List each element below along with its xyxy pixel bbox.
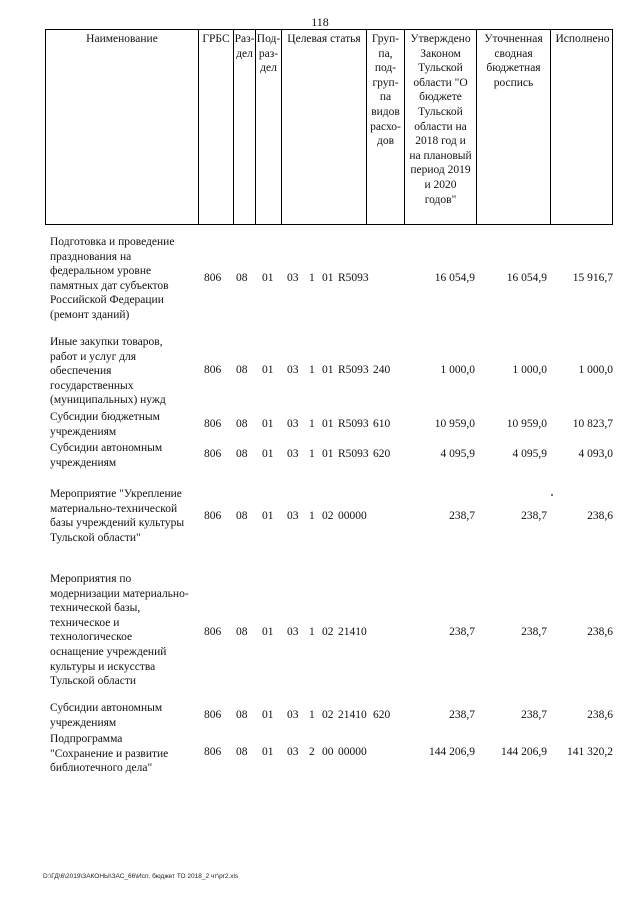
- row-target-code: R5093: [338, 364, 369, 376]
- row-refined: 238,7: [521, 626, 547, 638]
- row-grbs: 806: [204, 272, 222, 284]
- row-podrazdel: 01: [262, 709, 274, 721]
- header-podrazdel: Под- раз- дел: [256, 30, 282, 224]
- header-refined: Уточненная сводная бюджетная роспись: [477, 30, 551, 224]
- row-group: 240: [373, 364, 391, 376]
- row-razdel: 08: [236, 626, 248, 638]
- row-target-event: 00: [322, 746, 334, 758]
- row-name: Субсидии автономным учреждениям: [50, 702, 163, 729]
- row-podrazdel: 01: [262, 364, 274, 376]
- row-target-subprogram: 1: [309, 709, 315, 721]
- row-razdel: 08: [236, 510, 248, 522]
- header-grbs: ГРБС: [199, 30, 234, 224]
- row-razdel: 08: [236, 448, 248, 460]
- row-grbs: 806: [204, 709, 222, 721]
- row-refined: 1 000,0: [512, 364, 547, 376]
- row-name: Мероприятия по модернизации материально- технической базы, техническое и технологическое оснащение учреждений культуры и искусства Тульской области: [50, 573, 189, 688]
- row-approved: 1 000,0: [440, 364, 475, 376]
- row-executed: 141 320,2: [567, 746, 613, 758]
- row-name: Мероприятие "Укрепление материально-технической базы учреждений культуры Тульской области": [50, 488, 185, 544]
- row-executed: 238,6: [587, 709, 613, 721]
- row-grbs: 806: [204, 510, 222, 522]
- row-razdel: 08: [236, 709, 248, 721]
- row-podrazdel: 01: [262, 418, 274, 430]
- header-name: Наименование: [46, 30, 199, 224]
- row-target-program: 03: [287, 709, 299, 721]
- scan-speck: [551, 494, 553, 496]
- row-target-code: 21410: [338, 709, 367, 721]
- row-target-code: R5093: [338, 272, 369, 284]
- row-target-program: 03: [287, 418, 299, 430]
- row-target-subprogram: 2: [309, 746, 315, 758]
- row-target-program: 03: [287, 746, 299, 758]
- row-target-subprogram: 1: [309, 272, 315, 284]
- header-approved: Утверждено Законом Тульской области "О бюджете Тульской области на 2018 год и на плановый период 2019 и 2020 годов": [405, 30, 477, 224]
- row-target-program: 03: [287, 364, 299, 376]
- row-podrazdel: 01: [262, 626, 274, 638]
- row-grbs: 806: [204, 626, 222, 638]
- row-executed: 10 823,7: [572, 418, 613, 430]
- row-executed: 15 916,7: [572, 272, 613, 284]
- row-approved: 238,7: [449, 626, 475, 638]
- row-podrazdel: 01: [262, 510, 274, 522]
- row-razdel: 08: [236, 364, 248, 376]
- page-number: 118: [311, 15, 329, 29]
- row-grbs: 806: [204, 364, 222, 376]
- row-approved: 10 959,0: [434, 418, 475, 430]
- row-grbs: 806: [204, 418, 222, 430]
- row-target-event: 02: [322, 626, 334, 638]
- row-target-event: 02: [322, 510, 334, 522]
- row-grbs: 806: [204, 746, 222, 758]
- row-target-program: 03: [287, 448, 299, 460]
- row-approved: 238,7: [449, 709, 475, 721]
- row-name: Субсидии автономным учреждениям: [50, 442, 163, 469]
- row-target-event: 01: [322, 448, 334, 460]
- row-name: Подготовка и проведение празднования на федеральном уровне памятных дат субъектов Российской Федерации (ремонт зданий): [50, 236, 175, 321]
- row-target-code: R5093: [338, 448, 369, 460]
- row-razdel: 08: [236, 746, 248, 758]
- header-razdel: Раз- дел: [234, 30, 256, 224]
- row-executed: 1 000,0: [578, 364, 613, 376]
- row-target-program: 03: [287, 626, 299, 638]
- row-podrazdel: 01: [262, 448, 274, 460]
- header-executed: Исполнено: [555, 33, 610, 45]
- row-target-subprogram: 1: [309, 626, 315, 638]
- row-refined: 238,7: [521, 510, 547, 522]
- header-target: Целевая статья: [282, 30, 367, 224]
- row-approved: 238,7: [449, 510, 475, 522]
- row-executed: 238,6: [587, 510, 613, 522]
- row-target-subprogram: 1: [309, 364, 315, 376]
- row-target-program: 03: [287, 510, 299, 522]
- row-razdel: 08: [236, 272, 248, 284]
- row-name: Подпрограмма "Сохранение и развитие библиотечного дела": [50, 733, 169, 775]
- row-executed: 4 093,0: [578, 448, 613, 460]
- row-target-event: 01: [322, 418, 334, 430]
- row-razdel: 08: [236, 418, 248, 430]
- row-target-event: 01: [322, 272, 334, 284]
- row-target-event: 01: [322, 364, 334, 376]
- row-target-event: 02: [322, 709, 334, 721]
- row-group: 620: [373, 709, 391, 721]
- row-executed: 238,6: [587, 626, 613, 638]
- row-name: Субсидии бюджетным учреждениям: [50, 411, 160, 438]
- row-target-code: 00000: [338, 746, 367, 758]
- row-target-subprogram: 1: [309, 418, 315, 430]
- row-podrazdel: 01: [262, 272, 274, 284]
- row-refined: 4 095,9: [512, 448, 547, 460]
- row-refined: 16 054,9: [506, 272, 547, 284]
- header-group: Груп- па, под- груп- па видов расхо- дов: [367, 30, 405, 224]
- file-path-footer: D:\ГД\6\2019\ЗАКОНЫ\ЗАС_66\Исп. бюджет ТО 2018_2 чт\pr2.xls: [43, 873, 239, 880]
- row-refined: 238,7: [521, 709, 547, 721]
- row-approved: 4 095,9: [440, 448, 475, 460]
- row-podrazdel: 01: [262, 746, 274, 758]
- row-refined: 144 206,9: [501, 746, 547, 758]
- row-target-code: 21410: [338, 626, 367, 638]
- row-grbs: 806: [204, 448, 222, 460]
- row-group: 610: [373, 418, 391, 430]
- row-target-program: 03: [287, 272, 299, 284]
- row-approved: 16 054,9: [434, 272, 475, 284]
- row-refined: 10 959,0: [506, 418, 547, 430]
- row-approved: 144 206,9: [429, 746, 475, 758]
- row-group: 620: [373, 448, 391, 460]
- row-target-subprogram: 1: [309, 510, 315, 522]
- table-header: [45, 29, 613, 225]
- row-target-code: 00000: [338, 510, 367, 522]
- row-target-code: R5093: [338, 418, 369, 430]
- row-target-subprogram: 1: [309, 448, 315, 460]
- row-name: Иные закупки товаров, работ и услуг для обеспечения государственных (муниципальных) нужд: [50, 336, 166, 407]
